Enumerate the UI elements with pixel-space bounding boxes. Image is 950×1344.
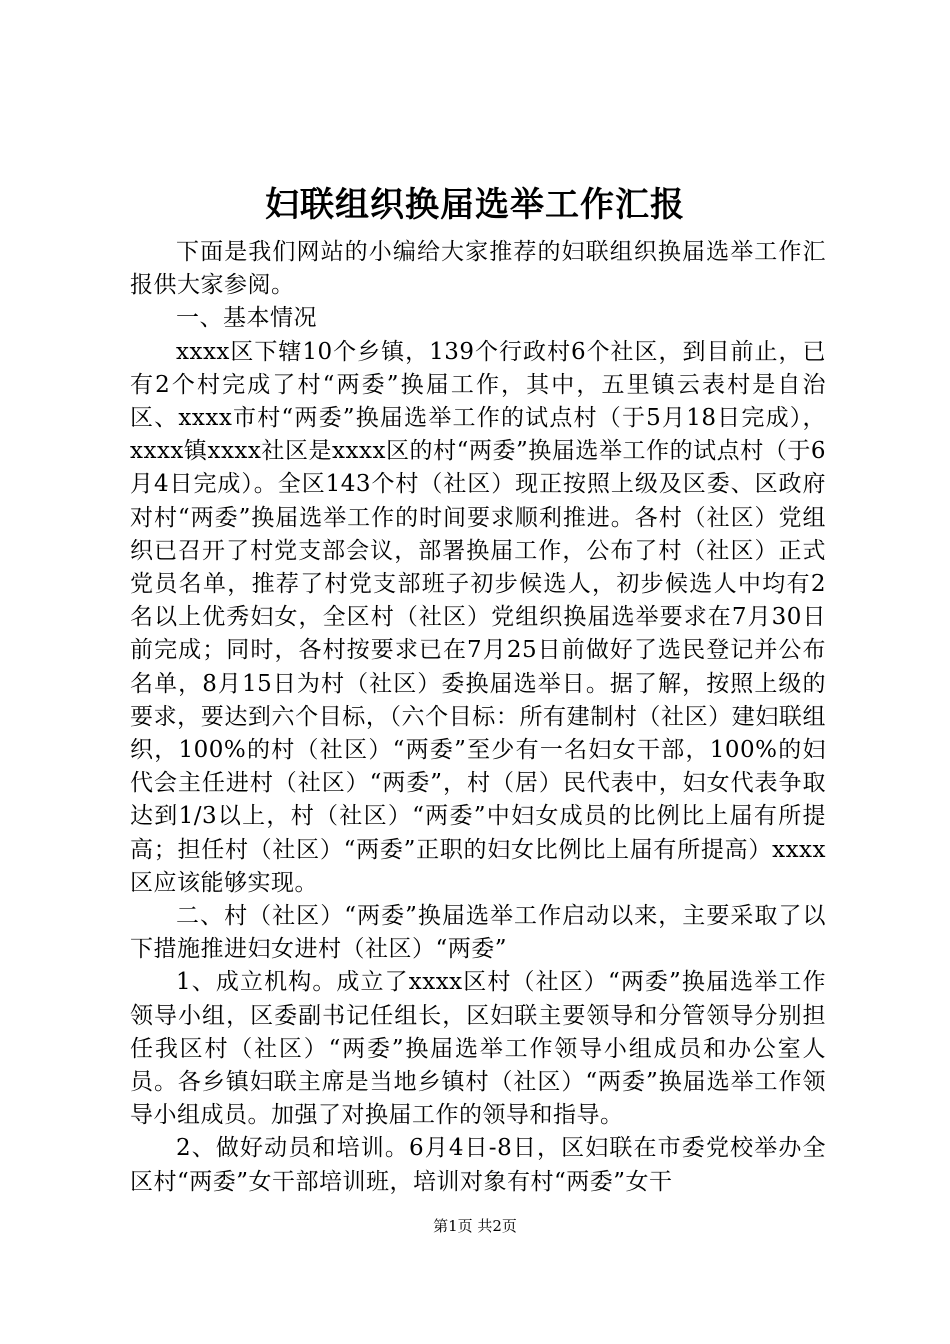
basic-situation-paragraph: xxxx区下辖10个乡镇，139个行政村6个社区，到目前止，已有2个村完成了村“两委”换届工作，其中，五里镇云表村是自治区、xxxx市村“两委”换届选举工作的试点村（于5月18日完成），xxxx镇xxxx社区是xxxx区的村“两委”换届选举工作的试点村（于6月4日完成）。全区143个村（社区）现正按照上级及区委、区政府对村“两委”换届选举工作的时间要求顺利推进。各村（社区）党组织已召开了村党支部会议，部署换届工作，公布了村（社区）正式党员名单，推荐了村党支部班子初步候选人，初步候选人中均有2名以上优秀妇女，全区村（社区）党组织换届选举要求在7月30日前完成；同时，各村按要求已在7月25日前做好了选民登记并公布名单，8月15日为村（社区）委换届选举日。据了解，按照上级的要求，要达到六个目标，（六个目标：所有建制村（社区）建妇联组织，100%的村（社区）“两委”至少有一名妇女干部，100%的妇代会主任进村（社区）“两委”，村（居）民代表中，妇女代表争取达到1/3以上，村（社区）“两委”中妇女成员的比例比上届有所提高；担任村（社区）“两委”正职的妇女比例比上届有所提高）xxxx区应该能够实现。 bbox=[130, 338, 826, 896]
section-heading-measures: 二、村（社区）“两委”换届选举工作启动以来，主要采取了以下措施推进妇女进村（社区）“两委” bbox=[130, 903, 826, 963]
measure-1-paragraph: 1、成立机构。成立了xxxx区村（社区）“两委”换届选举工作领导小组，区委副书记任组长，区妇联主要领导和分管领导分别担任我区村（社区）“两委”换届选举工作领导小组成员和办公室人员。各乡镇妇联主席是当地乡镇村（社区）“两委”换届选举工作领导小组成员。加强了对换届工作的领导和指导。 bbox=[130, 969, 826, 1129]
measure-2-paragraph: 2、做好动员和培训。6月4日-8日，区妇联在市委党校举办全区村“两委”女干部培训班，培训对象有村“两委”女干 bbox=[130, 1135, 826, 1195]
document-title: 妇联组织换届选举工作汇报 bbox=[265, 185, 685, 225]
page-footer: 第1页 共2页 bbox=[433, 1217, 517, 1235]
intro-paragraph: 下面是我们网站的小编给大家推荐的妇联组织换届选举工作汇报供大家参阅。 bbox=[130, 239, 826, 299]
section-heading-basic-situation: 一、基本情况 bbox=[176, 305, 317, 332]
document-body bbox=[130, 236, 826, 1199]
